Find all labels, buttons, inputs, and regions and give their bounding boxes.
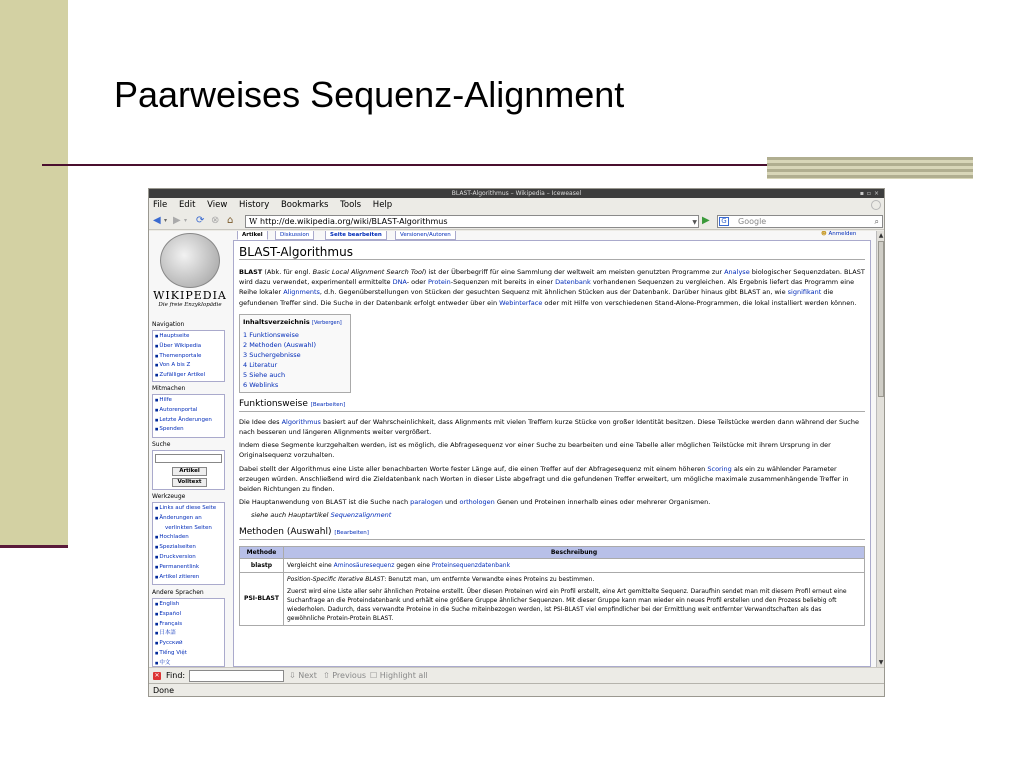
see-also-note <box>239 510 865 520</box>
column-header-description: Beschreibung <box>284 546 865 558</box>
intro-text: oder mit Hilfe von verschiedenen Stand-Alone-Programmen, die lokal installiert werden können. <box>542 298 857 307</box>
highlight-all-label: Highlight all <box>379 671 428 680</box>
link-webinterface[interactable]: Webinterface <box>499 298 543 307</box>
toc-hide-link[interactable]: [Verbergen] <box>312 319 342 326</box>
intro-text: , d.h. Gegenüberstellungen von Stücken der gesuchten Sequenz mit ähnlichen Stücken aus der Datenbank. Darüber hinaus gibt BLAST an, wie <box>319 288 788 297</box>
window-controls[interactable]: ▪▫× <box>859 190 882 197</box>
menu-history[interactable]: History <box>238 200 270 210</box>
article-title: BLAST-Algorithmus <box>239 245 865 260</box>
url-text: http://de.wikipedia.org/wiki/BLAST-Algorithmus <box>260 217 448 226</box>
intro-text: (Abk. für engl. <box>262 268 313 276</box>
section-title: Methoden (Auswahl) <box>239 526 332 537</box>
sidebar-item[interactable]: ■ Hochladen <box>155 533 222 543</box>
slide-decoration-block <box>767 157 973 179</box>
search-placeholder: Google <box>738 217 767 226</box>
article-search-button[interactable]: Artikel <box>172 467 207 476</box>
wiki-search-input[interactable] <box>155 454 222 463</box>
link-paralogen[interactable]: paralogen <box>410 498 443 507</box>
description-text: Position-Specific Iterative BLAST <box>287 575 385 583</box>
link-algorithmus[interactable]: Algorithmus <box>281 417 321 426</box>
intro-text: -Sequenzen mit bereits in einer <box>450 278 556 287</box>
arrow-down-icon: ⇩ <box>289 671 299 680</box>
find-next-label: Next <box>298 671 317 680</box>
throbber-icon <box>871 200 881 210</box>
find-label: Find: <box>166 671 186 680</box>
paragraph <box>239 464 865 495</box>
sidebar-item[interactable]: ■ Änderungen an <box>155 514 222 524</box>
toc-item[interactable]: 2 Methoden (Auswahl) <box>243 340 317 349</box>
menu-file[interactable]: File <box>153 200 168 210</box>
table-header-row <box>240 546 865 558</box>
intro-paragraph <box>239 267 865 308</box>
sidebar-heading-sprachen: Andere Sprachen <box>152 589 204 596</box>
toc-item[interactable]: 3 Suchergebnisse <box>243 350 301 359</box>
link-aminosaeuresequenz[interactable]: Aminosäuresequenz <box>333 561 395 569</box>
paragraph-text: als ein zu wählender Parameter erzeugen würden. Anschließend wird die Zieldatenbank nach Worten in dieser Liste abgefragt und die gefundenen Treffer erweitert, um mögliche maximale zusammenhängende Treffer in beiden Richtungen zu finden. <box>239 464 849 494</box>
language-link[interactable]: ■ Français <box>155 620 222 630</box>
scroll-down-icon[interactable]: ▼ <box>878 659 884 666</box>
link-proteinsequenzdatenbank[interactable]: Proteinsequenzdatenbank <box>431 561 511 569</box>
menu-edit[interactable]: Edit <box>178 200 196 210</box>
table-row <box>240 558 865 572</box>
sidebar-item[interactable]: ■ Von A bis Z <box>155 361 222 371</box>
intro-text: die gefundenen Treffer sind. Die Suche in der Datenbank erfolgt entweder über ein <box>239 288 834 307</box>
scroll-up-icon[interactable]: ▲ <box>878 232 884 239</box>
sidebar-item[interactable]: ■ Druckversion <box>155 553 222 563</box>
site-favicon-icon: W <box>249 217 258 226</box>
link-alignments[interactable]: Alignments <box>283 288 320 297</box>
login-link[interactable] <box>821 231 856 237</box>
sidebar-navigation <box>152 330 225 382</box>
fulltext-search-button[interactable]: Volltext <box>172 478 207 487</box>
url-dropdown-icon[interactable]: ▼ <box>692 219 697 226</box>
find-input[interactable] <box>189 670 284 682</box>
language-link[interactable]: ■ Русский <box>155 639 222 649</box>
forward-dropdown-icon[interactable]: ▾ <box>184 217 188 224</box>
sidebar-item[interactable]: verlinkten Seiten <box>165 524 212 531</box>
sidebar-item[interactable]: ■ Hilfe <box>155 396 222 406</box>
url-bar[interactable] <box>245 215 699 228</box>
sidebar-search <box>152 450 225 490</box>
intro-text: Basic Local Alignment Search Tool <box>312 268 424 276</box>
sidebar-heading-werkzeuge: Werkzeuge <box>152 493 186 500</box>
sidebar-item[interactable]: ■ Links auf diese Seite <box>155 504 222 514</box>
highlight-icon: ☐ <box>370 671 380 680</box>
search-icon[interactable]: ⌕ <box>874 217 879 226</box>
sidebar-item[interactable]: ■ Letzte Änderungen <box>155 416 222 426</box>
find-previous-label: Previous <box>332 671 367 680</box>
section-heading-methoden <box>239 526 865 540</box>
toc-title: Inhaltsverzeichnis <box>243 317 310 326</box>
toc-item[interactable]: 4 Literatur <box>243 360 278 369</box>
language-link[interactable]: ■ 中文 <box>155 659 222 667</box>
user-icon: ☻ <box>821 231 829 237</box>
find-next-button[interactable] <box>289 668 317 684</box>
toc-item[interactable]: 1 Funktionsweise <box>243 330 299 339</box>
sidebar-item[interactable]: ■ Hauptseite <box>155 332 222 342</box>
description-text: Zuerst wird eine Liste aller sehr ähnlichen Proteine erstellt. Über diesen Proteinen wird ein Profil erstellt, eine Art gemittelte Sequenz. Daraufhin sendet man mit diesem Profil erneut eine Suchanfrage an die Proteindatenbank und erhält eine größere Gruppe ähnlicher Sequenzen. Mit dieser Gruppe kann man wieder ein neues Profil erstellen und den Prozess beliebig oft wiederholen. Dadurch, dass verwandte Proteine in die Suche miteinbezogen werden, ist PSI-BLAST viel empfindlicher bei der Ermittlung weit entfernter Verwandtschaften als das gewöhnliche Protein-Protein BLAST. <box>287 587 847 622</box>
menu-bookmarks[interactable]: Bookmarks <box>280 200 329 210</box>
link-protein[interactable]: Protein <box>428 278 451 287</box>
paragraph-text: und <box>442 498 460 507</box>
navigation-toolbar <box>149 212 884 230</box>
paragraph <box>239 497 865 507</box>
sidebar-item[interactable]: ■ Spezialseiten <box>155 543 222 553</box>
link-orthologen[interactable]: orthologen <box>459 498 495 507</box>
logo-title: WIKIPEDIA <box>153 289 227 302</box>
sidebar-item[interactable]: ■ Spenden <box>155 425 222 435</box>
tab-seite-bearbeiten[interactable]: Seite bearbeiten <box>325 231 387 240</box>
description-cell <box>284 572 865 625</box>
page-content <box>149 231 876 667</box>
menu-tools[interactable]: Tools <box>340 200 362 210</box>
description-text: : Benutzt man, um entfernte Verwandte eines Proteins zu bestimmen. <box>384 575 595 583</box>
back-icon[interactable]: ◀ <box>153 215 161 226</box>
intro-text: vorhandenen Sequenzen zu vergleichen. Als Ergebnis liefert das Programm eine Reihe lokaler <box>239 278 855 297</box>
link-sequenzalignment[interactable]: Sequenzalignment <box>330 511 392 520</box>
status-bar <box>149 683 884 697</box>
toc-item[interactable]: 5 Siehe auch <box>243 370 286 379</box>
highlight-all-button[interactable] <box>370 668 428 684</box>
table-row <box>240 572 865 625</box>
methods-table <box>239 546 865 626</box>
method-cell: PSI-BLAST <box>240 572 284 625</box>
language-link[interactable]: ■ Tiếng Việt <box>155 649 222 659</box>
logo-subtitle: Die freie Enzyklopädie <box>158 302 222 308</box>
intro-text: - oder <box>406 278 428 287</box>
intro-text: biologischer Sequenzdaten. BLAST wird dazu verwendet, experimentell ermittelte <box>239 268 865 287</box>
sidebar-heading-mitmachen: Mitmachen <box>152 385 186 392</box>
description-line <box>287 575 861 584</box>
sidebar-mitmachen <box>152 394 225 438</box>
window-titlebar <box>149 189 884 198</box>
paragraph-text: Die Hauptanwendung von BLAST ist die Suche nach <box>239 498 411 507</box>
reload-icon[interactable]: ⟳ <box>196 215 205 226</box>
link-analyse[interactable]: Analyse <box>724 268 750 276</box>
see-also-text: siehe auch Hauptartikel <box>251 511 331 520</box>
wikipedia-logo[interactable] <box>151 231 229 317</box>
menu-bar <box>149 198 884 212</box>
menu-help[interactable]: Help <box>372 200 393 210</box>
sidebar-item[interactable]: ■ Autorenportal <box>155 406 222 416</box>
description-text: gegen eine <box>394 561 432 569</box>
close-find-bar-icon[interactable]: ✕ <box>154 672 160 679</box>
slide-decoration-left-line <box>0 545 68 548</box>
sidebar-heading-navigation: Navigation <box>152 321 185 328</box>
vertical-scrollbar[interactable] <box>876 231 885 667</box>
section-heading-funktionsweise <box>239 398 865 412</box>
search-engine-box[interactable] <box>717 215 883 228</box>
sidebar-tools <box>152 502 225 585</box>
sidebar-item[interactable]: ■ Artikel zitieren <box>155 573 222 583</box>
link-dna[interactable]: DNA <box>392 278 407 287</box>
table-of-contents <box>239 314 351 393</box>
link-scoring[interactable]: Scoring <box>707 464 732 473</box>
toc-header <box>243 317 347 328</box>
edit-section-link[interactable]: [Bearbeiten] <box>310 401 346 408</box>
back-dropdown-icon[interactable]: ▾ <box>164 217 168 224</box>
window-title: BLAST-Algorithmus – Wikipedia – Iceweasel <box>451 190 582 197</box>
link-datenbank[interactable]: Datenbank <box>555 278 591 287</box>
paragraph-text: Dabei stellt der Algorithmus eine Liste aller benachbarten Worte fester Länge auf, die einen Treffer auf der Abfragesequenz mit einem höheren <box>239 464 708 473</box>
tab-diskussion[interactable]: Diskussion <box>275 231 314 240</box>
intro-text: ) ist der Überbegriff für eine Sammlung der weltweit am meisten genutzten Programme zur <box>423 268 725 276</box>
sidebar-item[interactable]: ■ Über Wikipedia <box>155 342 222 352</box>
paragraph: Indem diese Segmente kurzgehalten werden, ist es möglich, die Abfragesequenz vor einer Suche zu bearbeiten und eine Tabelle aller möglichen Teilstücke mit ihrem Ursprung in der Originalsequenz vorzuhalten. <box>239 441 831 460</box>
arrow-up-icon: ⇧ <box>323 671 333 680</box>
stop-icon[interactable]: ⊗ <box>211 215 220 226</box>
go-icon[interactable]: ▶ <box>702 215 710 226</box>
article-body <box>233 240 871 667</box>
slide-decoration-left-bar <box>0 0 68 548</box>
slide-title: Paarweises Sequenz-Alignment <box>114 74 625 115</box>
status-text: Done <box>153 686 175 695</box>
paragraph-text: basiert auf der Wahrscheinlichkeit, dass Alignments mit vielen Treffern kurze Stücke von großer Identität besitzen. Diese Teilstücke werden dann während der Suche nach besseren und längeren Alignments weiter vergrößert. <box>239 417 859 437</box>
paragraph-text: Die Idee des <box>239 417 282 426</box>
sidebar-languages <box>152 598 225 667</box>
tab-artikel[interactable]: Artikel <box>237 231 268 240</box>
forward-icon[interactable]: ▶ <box>173 215 181 226</box>
language-link[interactable]: ■ English <box>155 600 222 610</box>
login-label: Anmelden <box>828 231 857 237</box>
paragraph <box>239 417 865 437</box>
find-previous-button[interactable] <box>323 668 366 684</box>
language-link[interactable]: ■ 日本語 <box>155 629 222 639</box>
sidebar-item[interactable]: ■ Zufälliger Artikel <box>155 371 222 381</box>
tab-versionen[interactable]: Versionen/Autoren <box>395 231 456 240</box>
toc-item[interactable]: 6 Weblinks <box>243 380 279 389</box>
google-icon[interactable]: G <box>719 217 729 226</box>
paragraph-text: Genen und Proteinen innerhalb eines oder mehrerer Organismen. <box>494 498 711 507</box>
section-title: Funktionsweise <box>239 398 308 409</box>
sidebar-item[interactable]: ■ Themenportale <box>155 352 222 362</box>
link-signifikant[interactable]: signifikant <box>787 288 822 297</box>
description-cell <box>284 558 865 572</box>
puzzle-globe-icon <box>160 233 220 288</box>
language-link[interactable]: ■ Español <box>155 610 222 620</box>
scrollbar-thumb[interactable] <box>878 241 884 397</box>
description-text: Vergleicht eine <box>287 561 334 569</box>
method-cell: blastp <box>240 558 284 572</box>
find-bar <box>149 667 884 683</box>
column-header-method: Methode <box>240 546 284 558</box>
sidebar-item[interactable]: ■ Permanentlink <box>155 563 222 573</box>
menu-view[interactable]: View <box>207 200 228 210</box>
sidebar-heading-suche: Suche <box>152 441 171 448</box>
intro-text: BLAST <box>239 268 263 276</box>
home-icon[interactable]: ⌂ <box>227 215 234 226</box>
browser-window <box>148 188 885 697</box>
edit-section-link[interactable]: [Bearbeiten] <box>334 529 369 536</box>
